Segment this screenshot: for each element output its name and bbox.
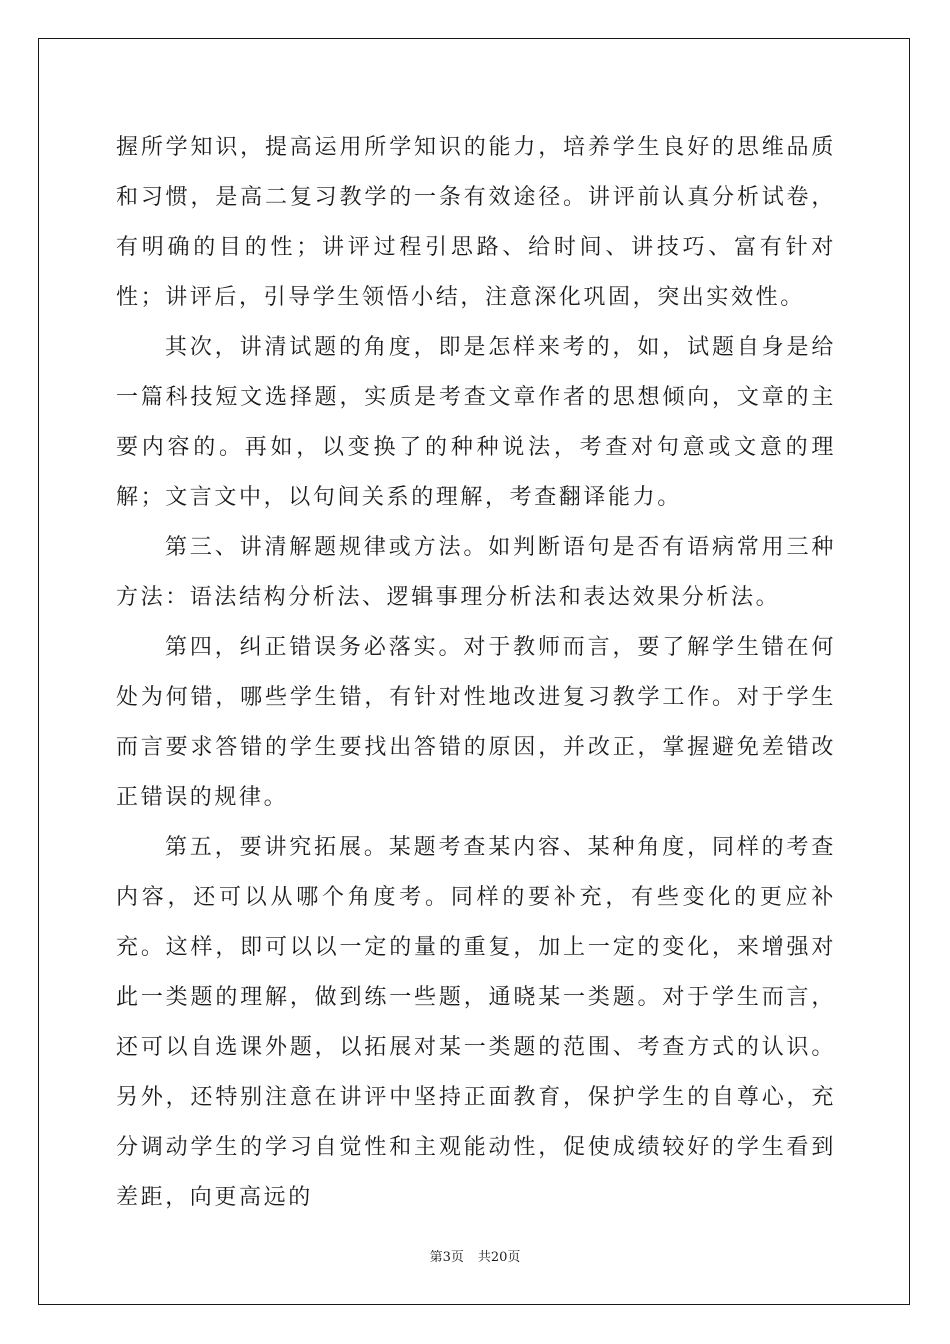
- page-footer: [0, 1246, 950, 1265]
- page-number: 第3页: [429, 1250, 464, 1265]
- paragraph-fourth: 第四，纠正错误务必落实。对于教师而言，要了解学生错在何处为何错，哪些学生错，有针对性地改进复习教学工作。对于学生而言要求答错的学生要找出答错的原因，并改正，掌握避免差错改正错误的规律。: [116, 635, 836, 810]
- paragraph-continued: 握所学知识，提高运用所学知识的能力，培养学生良好的思维品质和习惯，是高二复习教学的一条有效途径。讲评前认真分析试卷，有明确的目的性；讲评过程引思路、给时间、讲技巧、富有针对性；讲评后，引导学生领悟小结，注意深化巩固，突出实效性。: [116, 135, 836, 310]
- paragraph-third: 第三、讲清解题规律或方法。如判断语句是否有语病常用三种方法：语法结构分析法、逻辑事理分析法和表达效果分析法。: [116, 535, 836, 610]
- paragraph-second: 其次，讲清试题的角度，即是怎样来考的，如，试题自身是给一篇科技短文选择题，实质是考查文章作者的思想倾向，文章的主要内容的。再如，以变换了的种种说法，考查对句意或文意的理解；文言文中，以句间关系的理解，考查翻译能力。: [116, 335, 836, 510]
- page-total: 共20页: [477, 1250, 521, 1265]
- document-body: [116, 123, 836, 1223]
- paragraph-fifth: 第五，要讲究拓展。某题考查某内容、某种角度，同样的考查内容，还可以从哪个角度考。同样的要补充，有些变化的更应补充。这样，即可以以一定的量的重复，加上一定的变化，来增强对此一类题的理解，做到练一些题，通晓某一类题。对于学生而言，还可以自选课外题，以拓展对某一类题的范围、考查方式的认识。另外，还特别注意在讲评中坚持正面教育，保护学生的自尊心，充分调动学生的学习自觉性和主观能动性，促使成绩较好的学生看到差距，向更高远的: [116, 835, 836, 1210]
